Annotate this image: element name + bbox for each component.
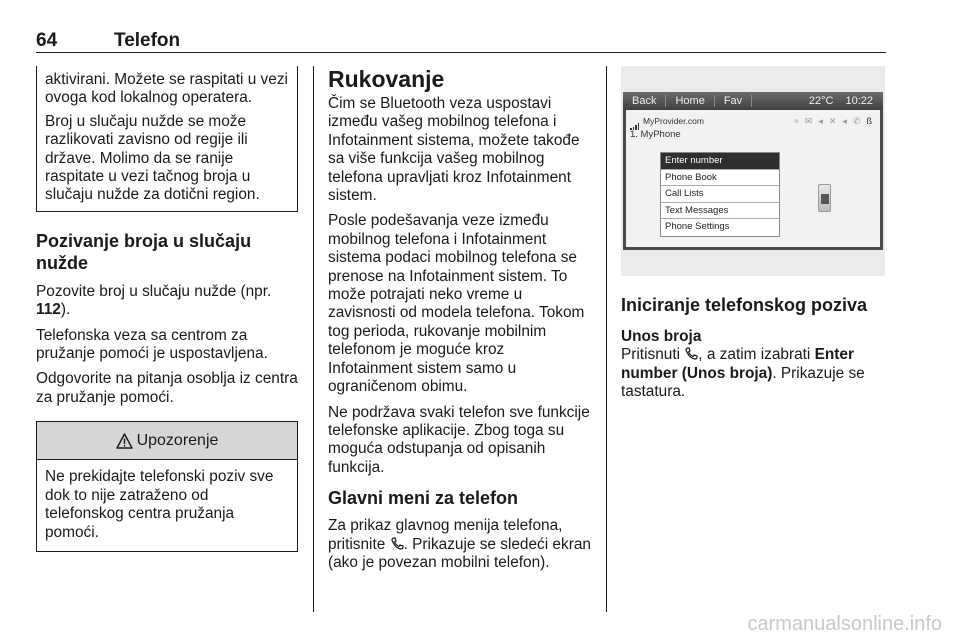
status-icon: ✆ — [852, 116, 861, 126]
paragraph: Posle podešavanja veze između mobilnog telefona i Infotainment sistema podaci mobilnog telefona se prenose na Infotainment sistem. To može potrajati neko vreme u zavisnosti od modela telefona. Tokom tog perioda, rukovanje mobilnim telefonom je moguće kroz Infotainment sistem samo u ograničenom obimu. — [328, 212, 585, 396]
section-heading: Iniciranje telefonskog poziva — [621, 295, 868, 315]
paragraph: Ne podržava svaki telefon sve funkcije telefonske aplikacije. Zbog toga su moguća odstupanja od opisanih funkcija. — [328, 403, 590, 476]
column-divider — [606, 66, 607, 612]
menu-text-messages: Text Messages — [661, 203, 779, 220]
infotainment-screen — [623, 92, 883, 250]
section-heading: Rukovanje — [328, 66, 445, 92]
mobile-phone-graphic — [818, 184, 831, 212]
menu-call-lists: Call Lists — [661, 186, 779, 203]
screen-status-icons — [794, 112, 872, 130]
screen-home-button: Home — [666, 95, 714, 107]
watermark: carmanualsonline.info — [747, 613, 942, 635]
paragraph: Telefonska veza sa centrom za pružanje pomoći je uspostavljena. — [36, 326, 268, 363]
screen-content — [626, 110, 880, 247]
subsection-heading: Glavni meni za telefon — [328, 488, 519, 509]
page-title: Telefon — [114, 30, 181, 51]
screen-back-button: Back — [623, 95, 666, 107]
warning-text: Ne prekidajte telefonski poziv sve dok to nije zatraženo od telefonskog centra pružanja pomoći. — [45, 468, 274, 541]
phone-icon — [684, 347, 698, 360]
warning-triangle-icon — [116, 433, 133, 449]
bluetooth-icon: ß — [866, 116, 872, 126]
paragraph: Broj u slučaju nužde se može razlikovati zavisno od regije ili države. Molimo da se ranije raspitate u vezi tačnog broja u slučaju nužde za dotični region. — [45, 112, 260, 204]
warning-header — [37, 422, 297, 460]
paragraph: Pozovite broj u slučaju nužde (npr. 112). — [36, 282, 272, 319]
status-icon: ✉ — [804, 116, 813, 126]
paragraph: Čim se Bluetooth veza uspostavi između vašeg mobilnog telefona i Infotainment sistema, možete takođe sa više funkcija vašeg mobilnog telefona upravljati kroz Infotainment sistem. — [328, 95, 580, 205]
screen-temperature: 22°C — [808, 94, 834, 107]
paragraph: aktivirani. Možete se raspitati u vezi ovoga kod lokalnog operatera. — [45, 71, 288, 107]
screen-time: 10:22 — [845, 94, 873, 107]
continued-note-box — [36, 66, 298, 212]
screen-phone-name: 1. MyPhone — [630, 129, 681, 140]
column-right — [621, 66, 887, 409]
menu-phone-book: Phone Book — [661, 170, 779, 187]
page-header — [36, 30, 886, 52]
menu-phone-settings: Phone Settings — [665, 221, 730, 233]
page-number: 64 — [36, 30, 58, 51]
infotainment-screenshot — [621, 66, 885, 276]
screen-phone-menu — [660, 152, 780, 237]
status-icon: ◂ — [842, 116, 847, 126]
column-middle — [328, 66, 592, 579]
phone-icon — [390, 537, 404, 550]
menu-enter-number: Enter number — [661, 153, 779, 170]
header-rule — [36, 52, 886, 53]
screen-top-bar — [623, 92, 883, 110]
paragraph: Za prikaz glavnog menija telefona, pritisnite . Prikazuje se sledeći ekran (ako je povezan mobilni telefon). — [328, 517, 591, 571]
screen-fav-button: Fav — [715, 95, 752, 107]
subsection-heading: Unos broja — [621, 328, 702, 345]
status-icon: ≈ — [793, 116, 799, 126]
paragraph: Odgovorite na pitanja osoblja iz centra za pružanje pomoći. — [36, 370, 298, 406]
warning-title: Upozorenje — [136, 431, 219, 449]
paragraph: Pritisnuti , a zatim izabrati Enter number (Unos broja). Prikazuje se tastatura. — [621, 346, 865, 401]
section-heading: Pozivanje broja u slučaju nužde — [36, 230, 252, 273]
column-divider — [313, 66, 314, 612]
status-icon: ✕ — [828, 116, 837, 126]
screen-provider: MyProvider.com — [630, 112, 704, 130]
status-icon: ◂ — [818, 116, 823, 126]
warning-box — [36, 421, 298, 552]
column-left — [36, 66, 298, 552]
